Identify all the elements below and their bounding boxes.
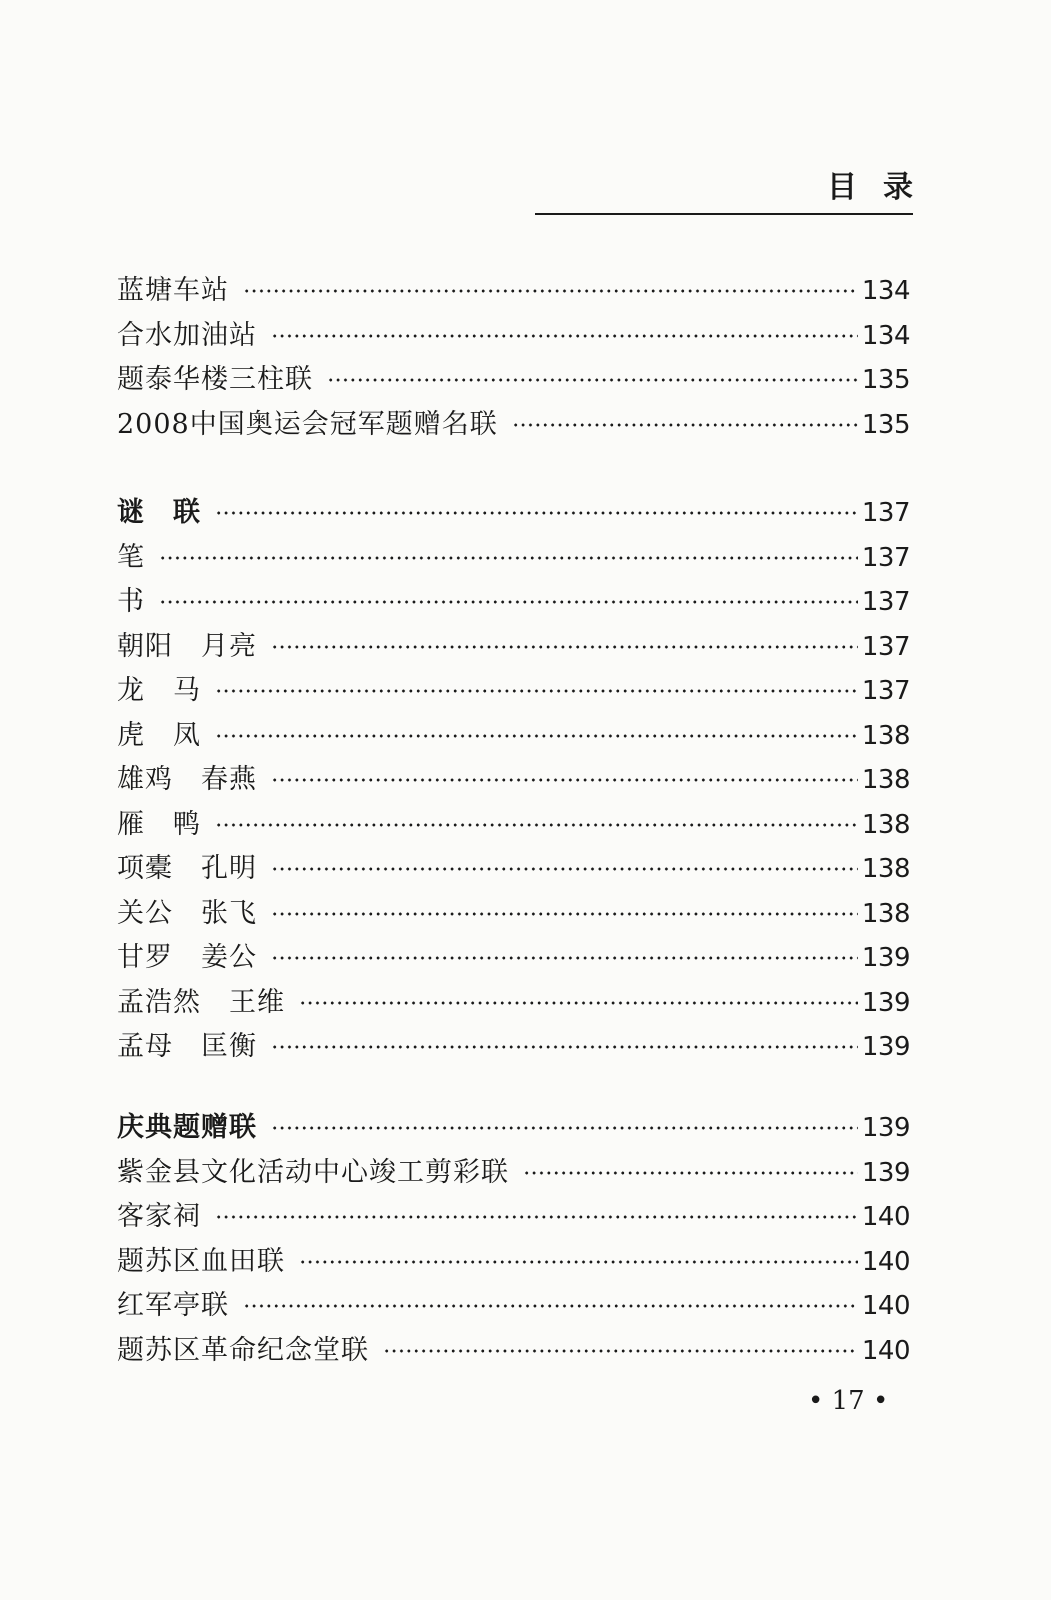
toc-entry[interactable]: [117, 669, 910, 714]
toc-entry-title: 孟母 匡衡: [117, 1031, 257, 1062]
toc-entry-title: 雁 鸭: [117, 808, 201, 840]
toc-entry[interactable]: [117, 758, 910, 803]
toc-entry-title: 题苏区血田联: [117, 1245, 285, 1277]
toc-entry[interactable]: [117, 714, 910, 759]
toc-leader-dots: [523, 1168, 858, 1178]
toc-leader-dots: [215, 820, 858, 830]
toc-entry[interactable]: [117, 803, 910, 848]
toc-leader-dots: [159, 553, 858, 563]
toc-entry-page: 137: [861, 631, 910, 662]
toc-entry[interactable]: [117, 625, 910, 670]
toc-entry[interactable]: [117, 1151, 910, 1196]
toc-entry-page: 135: [861, 365, 910, 395]
toc-leader-dots: [271, 642, 858, 652]
toc-leader-dots: [215, 686, 858, 696]
toc-group-3: [117, 1106, 910, 1373]
toc-entry[interactable]: [117, 358, 910, 403]
toc-entry-title: 虎 凤: [117, 719, 201, 751]
toc-section-title: 谜 联: [117, 497, 201, 528]
toc-leader-dots: [215, 1212, 858, 1222]
toc-leader-dots: [271, 953, 858, 963]
toc-entry-page: 137: [861, 542, 910, 573]
toc-entry-title: 合水加油站: [117, 319, 257, 351]
toc-entry-page: 135: [861, 409, 910, 440]
toc-entry-title: 题苏区革命纪念堂联: [117, 1334, 369, 1366]
toc-entry[interactable]: [117, 314, 910, 359]
toc-entry-page: 140: [861, 1246, 910, 1277]
toc-entry-page: 139: [861, 1157, 910, 1188]
toc-entry[interactable]: [117, 1025, 910, 1070]
toc-entry[interactable]: [117, 269, 910, 314]
page-number: • 17 •: [808, 1386, 889, 1416]
toc-leader-dots: [271, 331, 858, 341]
toc-leader-dots: [271, 1042, 858, 1052]
toc-entry-title: 甘罗 姜公: [117, 942, 257, 973]
toc-entry[interactable]: [117, 1284, 910, 1329]
toc-entry-title: 书: [117, 586, 145, 617]
toc-entry-title: 蓝塘车站: [117, 275, 229, 306]
toc-entry-page: 139: [861, 1113, 910, 1143]
toc-leader-dots: [271, 775, 858, 785]
toc-leader-dots: [215, 508, 858, 518]
toc-entry-page: 134: [861, 320, 910, 351]
toc-entry[interactable]: [117, 1240, 910, 1285]
toc-entry[interactable]: [117, 847, 910, 892]
toc-entry-title: 项橐 孔明: [117, 853, 257, 884]
toc-entry[interactable]: [117, 580, 910, 625]
toc-entry-title: 关公 张飞: [117, 897, 257, 929]
toc-entry[interactable]: [117, 936, 910, 981]
toc-entry[interactable]: [117, 981, 910, 1026]
header-title: 目录: [827, 170, 939, 205]
toc-leader-dots: [512, 420, 858, 430]
toc-leader-dots: [243, 286, 858, 296]
toc-entry-page: 138: [861, 765, 910, 795]
toc-entry[interactable]: [117, 1329, 910, 1374]
toc-entry-page: 139: [861, 987, 910, 1018]
toc-group-2: [117, 491, 910, 1070]
toc-entry-title: 2008中国奥运会冠军题赠名联: [117, 408, 498, 440]
toc-leader-dots: [243, 1301, 858, 1311]
toc-entry-title: 龙 马: [117, 675, 201, 706]
toc-entry-page: 137: [861, 498, 910, 528]
toc-entry-title: 笔: [117, 541, 145, 573]
toc-entry-title: 孟浩然 王维: [117, 986, 285, 1018]
toc-leader-dots: [271, 864, 858, 874]
toc-entry-page: 134: [861, 276, 910, 306]
toc-entry-page: 138: [861, 809, 910, 840]
toc-entry-title: 客家祠: [117, 1201, 201, 1232]
toc-leader-dots: [271, 1123, 858, 1133]
toc-leader-dots: [271, 909, 858, 919]
toc-entry[interactable]: [117, 403, 910, 448]
toc-entry-title: 紫金县文化活动中心竣工剪彩联: [117, 1156, 509, 1188]
toc-entry[interactable]: [117, 536, 910, 581]
toc-group-1: [117, 269, 910, 447]
toc-entry-title: 红军亭联: [117, 1290, 229, 1321]
toc-entry[interactable]: [117, 892, 910, 937]
toc-entry-page: 138: [861, 898, 910, 929]
toc-leader-dots: [383, 1346, 858, 1356]
toc-entry-page: 138: [861, 720, 910, 751]
toc-entry-title: 雄鸡 春燕: [117, 764, 257, 795]
toc-leader-dots: [327, 375, 858, 385]
toc-leader-dots: [215, 731, 858, 741]
toc-section-heading[interactable]: [117, 491, 910, 536]
toc-entry-title: 题泰华楼三柱联: [117, 364, 313, 395]
toc-entry-page: 139: [861, 1032, 910, 1062]
toc-entry-page: 140: [861, 1291, 910, 1321]
toc-leader-dots: [299, 998, 858, 1008]
toc-entry-page: 139: [861, 943, 910, 973]
running-header: [535, 170, 939, 215]
toc-entry-page: 137: [861, 587, 910, 617]
toc-section-heading[interactable]: [117, 1106, 910, 1151]
toc-section-title: 庆典题赠联: [117, 1112, 257, 1143]
toc-entry-title: 朝阳 月亮: [117, 630, 257, 662]
toc-entry-page: 138: [861, 854, 910, 884]
toc-leader-dots: [159, 597, 858, 607]
toc-entry-page: 137: [861, 676, 910, 706]
toc-entry-page: 140: [861, 1202, 910, 1232]
toc-leader-dots: [299, 1257, 858, 1267]
header-rule: [535, 213, 913, 215]
toc-entry-page: 140: [861, 1335, 910, 1366]
toc-entry[interactable]: [117, 1195, 910, 1240]
